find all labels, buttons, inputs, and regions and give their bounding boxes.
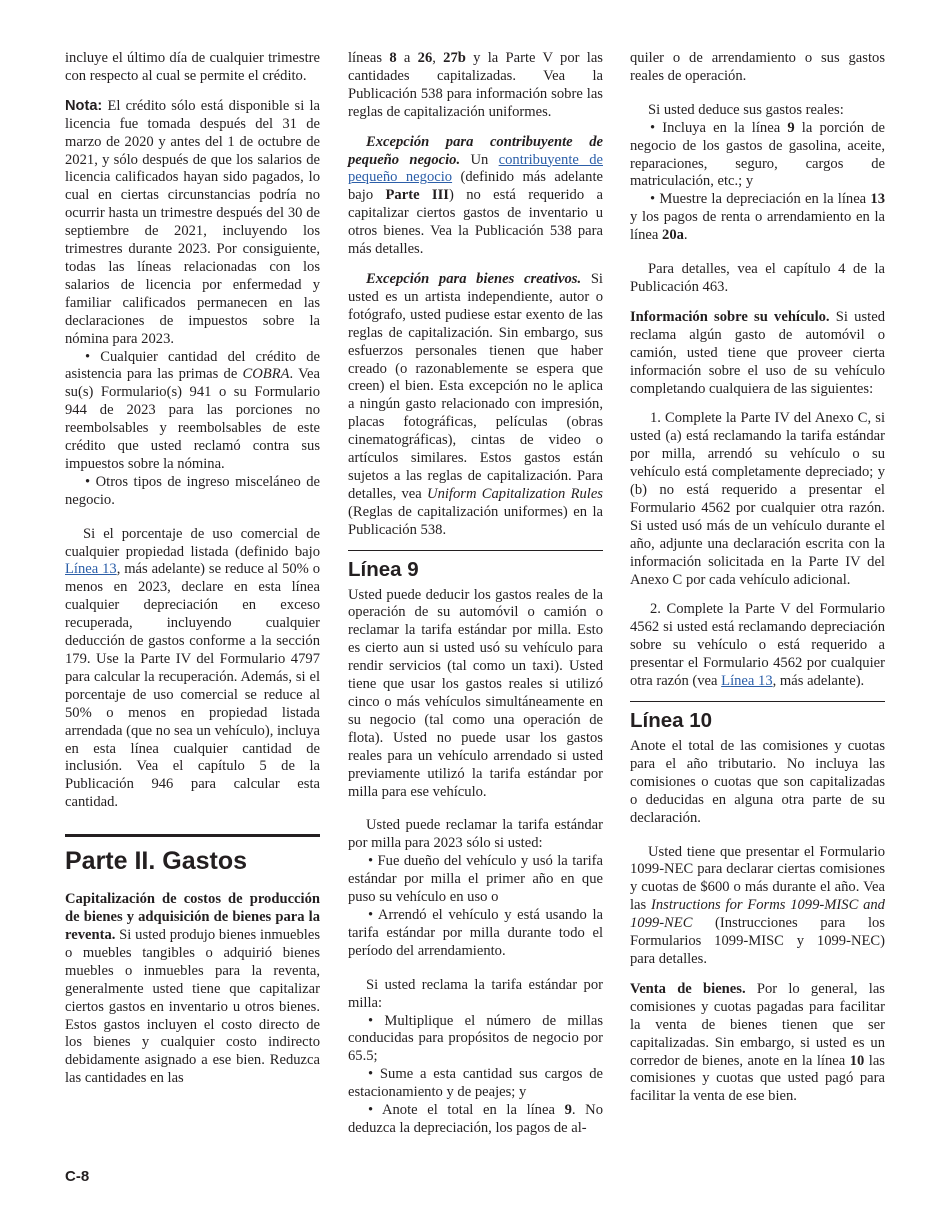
run-in-heading: Información sobre su vehículo. (630, 308, 830, 325)
run-in-heading: Capitalización de costos de producción de bienes y adquisición de bienes para la reventa. (65, 891, 320, 943)
paragraph: Capitalización de costos de producción de bienes y adquisición de bienes para la reventa. Si usted produjo bienes inmuebles o muebles tangibles o adquirió bienes muebles o inmuebles para la reventa, generalmente usted tiene que capitalizar ciertos gastos en inventario u otros bienes. Estos gastos incluyen el costo directo de los bienes y cualquier costo indirecto debidamente asignado a ese bien. Reduzca las cantidades en las (65, 891, 320, 1087)
column-right (630, 50, 885, 1106)
paragraph: Información sobre su vehículo. Si usted reclama algún gasto de automóvil o camión, usted tiene que proveer cierta información sobre el uso de su vehículo completando cualquiera de las siguientes: (630, 308, 885, 397)
numbered-item: 2. Complete la Parte V del Formulario 4562 si usted está reclamando depreciación sobre su vehículo o está requerido a presentar el Formulario 4562 por cualquier otra razón (vea Línea 13, más adelante). (630, 601, 885, 690)
note-paragraph: Nota: El crédito sólo está disponible si la licencia fue tomada después del 31 de marzo de 2020 y antes del 1 de octubre de 2021, y sólo después de que los salarios de licencia calificados hayan sido pagados, lo cual en ciertas circunstancias podría no ocurrir hasta un trimestre después del 30 de septiembre de 2021, incluyendo los trimestres durante 2023. Por consiguiente, todas las líneas relacionadas con los salarios de licencia por enfermedad y familiar calificados permanecen en las declaraciones de impuestos sobre la nómina para 2023. (65, 97, 320, 347)
paragraph: Si usted deduce sus gastos reales: (648, 101, 844, 118)
run-in-heading: Excepción para bienes creativos. (366, 270, 582, 287)
bullet-item: • Incluya en la línea 9 la porción de negocio de los gastos de gasolina, aceite, reparaciones, seguro, cargos de matriculación, etc.; y (630, 119, 885, 190)
paragraph: Usted tiene que presentar el Formulario 1099-NEC para declarar ciertas comisiones y cuotas de $600 o más durante el año. Vea las Instructions for Forms 1099-MISC and 1099-NEC (Instrucciones para los Formularios 1099-MISC y 1099-NEC) para detalles. (630, 843, 885, 967)
paragraph: Para detalles, vea el capítulo 4 de la Publicación 463. (630, 261, 885, 295)
paragraph: Usted puede reclamar la tarifa estándar por milla para 2023 sólo si usted: (348, 817, 603, 852)
paragraph: Venta de bienes. Por lo general, las comisiones y cuotas pagadas para facilitar la venta de bienes tienen que ser capitalizadas. Sin embargo, si usted es un corredor de bienes, anote en la línea 10 las comisiones y cuotas que usted pagó para facilitar la venta de ese bien. (630, 980, 885, 1105)
paragraph: Si el porcentaje de uso comercial de cualquier propiedad listada (definido bajo Línea 13, más adelante) se reduce al 50% o menos en 2023, declare en esta línea cualquier depreciación en exceso recuperada, incluyendo cualquier deducción de gastos conforme a la sección 179. Use la Parte IV del Formulario 4797 para calcular la recuperación. Además, si el porcentaje de uso comercial se reduce al 50% o menos en propiedad listada arrendada (que no sea un vehículo), incluya en esta línea cualquier cantidad de inclusión. Vea el capítulo 5 de la Publicación 946 para calcular esta cantidad. (65, 525, 320, 811)
section-divider (630, 701, 885, 702)
bullet-item: • Multiplique el número de millas conducidas para propósitos de negocio por 65.5; (348, 1012, 603, 1065)
link-linea-13[interactable]: Línea 13 (65, 561, 117, 578)
bullet-item: • Anote el total en la línea 9. No deduzca la depreciación, los pagos de al- (348, 1102, 603, 1136)
run-in-heading: Excepción para contribuyente de pequeño negocio. (348, 133, 603, 168)
page-number: C-8 (65, 1168, 90, 1185)
bullet-item: • Fue dueño del vehículo y usó la tarifa estándar por milla el primer año en que puso su vehículo en uso o (348, 853, 603, 906)
section-divider (348, 550, 603, 551)
paragraph: Si usted reclama la tarifa estándar por milla: (348, 976, 603, 1011)
bullet-item: • Arrendó el vehículo y está usando la tarifa estándar por milla durante todo el período del arrendamiento. (348, 906, 603, 959)
part-heading: Parte II. Gastos (65, 847, 248, 876)
section-heading-linea-10: Línea 10 (630, 709, 713, 732)
paragraph: Usted puede deducir los gastos reales de la operación de su automóvil o camión o reclamar la tarifa estándar por milla. Esto es cierto aun si usted usó su vehículo para rendir servicios (tal como un taxi). Usted tiene que usar los gastos reales si utilizó cinco o más vehículos simultáneamente en su negocio (tal como una operación de flota). Usted no puede usar los gastos reales para un vehículo arrendado si usted previamente utilizó la tarifa estándar por milla para ese vehículo. (348, 586, 603, 800)
numbered-item: 1. Complete la Parte IV del Anexo C, si usted (a) está reclamando la tarifa estándar por milla, arrendó su vehículo o su vehículo está completamente depreciado; y (b) no está requerido a presentar el Formulario 4562 por cualquier otra razón. Si usted usó más de un vehículo durante el año, adjunte una declaración escrita con la información solicitada en la Parte IV del Anexo C por cada vehículo adicional. (630, 410, 885, 588)
paragraph: quiler o de arrendamiento o sus gastos reales de operación. (630, 50, 885, 84)
paragraph: Excepción para contribuyente de pequeño negocio. Un contribuyente de pequeño negocio (definido más adelante bajo Parte III) no está requerido a capitalizar ciertos gastos de inventario u otros bienes. Vea la Publicación 538 para más detalles. (348, 133, 604, 258)
paragraph: Excepción para bienes creativos. Si usted es un artista independiente, autor o fotógrafo, usted pudiese estar exento de las reglas de capitalización. Sin embargo, sus esfuerzos personales tienen que haber creado (o razonablemente se espera que creen) el bien. Esta excepción no le aplica a ningún gasto relacionado con impresión, placas fotográficas, películas (obras cinematográficas), cintas de video o artículos similares. Estos gastos están sujetos a las reglas de capitalización. Para detalles, vea Uniform Capitalization Rules (Reglas de capitalización uniformes) en la Publicación 538. (348, 270, 603, 538)
bullet-item: • Cualquier cantidad del crédito de asistencia para las primas de COBRA. Vea su(s) Formulario(s) 941 o su Formulario 944 de 2023 para las porciones no reembolsables y reembolsables de este crédito que usted reclamó contra sus impuestos sobre la nómina. (65, 348, 320, 472)
paragraph: líneas 8 a 26, 27b y la Parte V por las cantidades capitalizadas. Vea la Publicación 538 para información sobre las reglas de capitalización uniformes. (348, 50, 603, 120)
link-small-business[interactable]: contribuyente de pequeño negocio (348, 151, 603, 186)
bullet-item: • Muestre la depreciación en la línea 13 y los pagos de renta o arrendamiento en la línea 20a. (630, 191, 885, 244)
column-left (65, 50, 320, 1088)
section-divider (65, 834, 320, 837)
paragraph: Anote el total de las comisiones y cuotas para el año tributario. No incluya las comisiones o cuotas que son capitalizadas o deducidas en alguna otra parte de su declaración. (630, 738, 885, 826)
note-label: Nota: (65, 97, 103, 114)
paragraph: incluye el último día de cualquier trimestre con respecto al cual se permite el crédito. (65, 50, 320, 84)
section-heading-linea-9: Línea 9 (348, 557, 419, 581)
link-linea-13[interactable]: Línea 13 (721, 673, 773, 690)
run-in-heading: Venta de bienes. (630, 980, 746, 997)
column-middle (348, 50, 603, 1138)
bullet-item: • Otros tipos de ingreso misceláneo de negocio. (65, 473, 320, 508)
bullet-item: • Sume a esta cantidad sus cargos de estacionamiento y de peajes; y (348, 1066, 603, 1101)
